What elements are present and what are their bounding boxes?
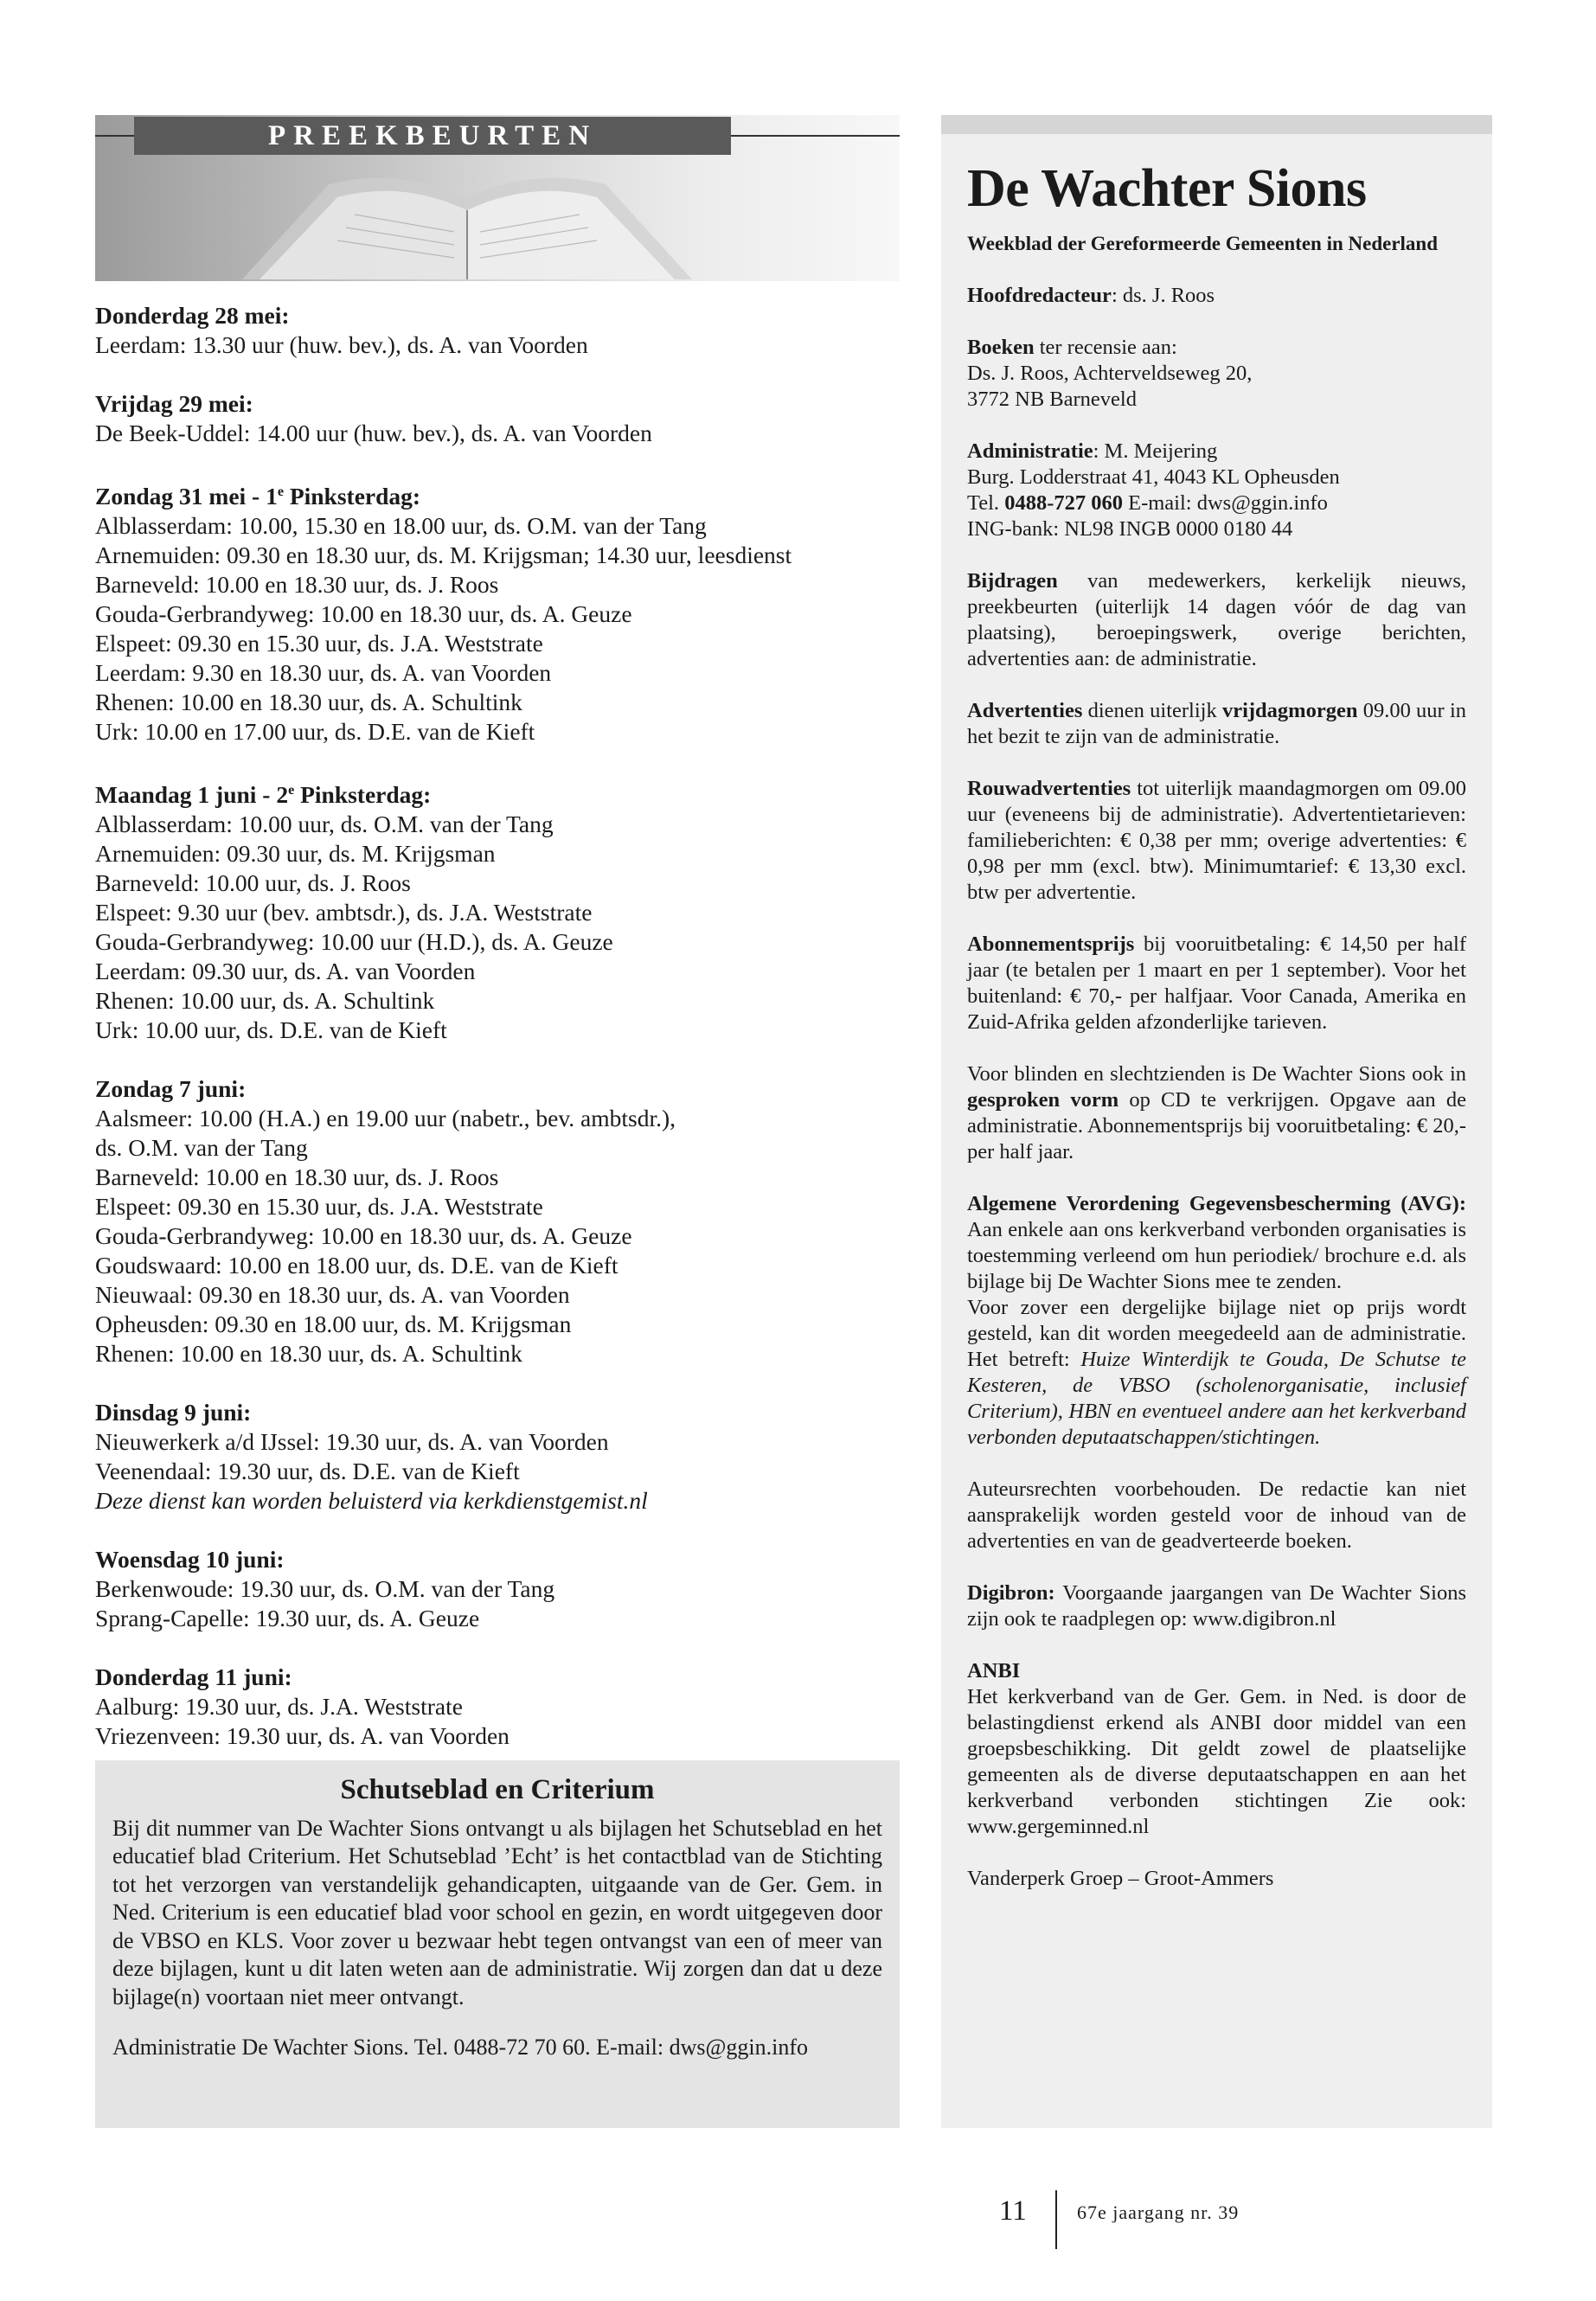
section-title: PREEKBEURTEN [134,117,731,155]
service-line: Goudswaard: 10.00 en 18.00 uur, ds. D.E. van de Kieft [95,1252,619,1279]
service-line: Nieuwerkerk a/d IJssel: 19.30 uur, ds. A. van Voorden [95,1428,609,1456]
day-heading: Zondag 31 mei - 1e Pinksterdag: [95,483,421,510]
service-line: Urk: 10.00 uur, ds. D.E. van de Kieft [95,1016,447,1044]
service-line: Alblasserdam: 10.00, 15.30 en 18.00 uur, ds. O.M. van der Tang [95,512,707,540]
day-block [95,776,900,1045]
colofon-anbi: ANBI Het kerkverband van de Ger. Gem. in Ned. is door de belastingdienst erkend als ANBI door middel van een groepsbeschikking. Dit geldt zowel de plaatselijke gemeenten als de diverse deputaatschappen en aan het kerkverband verbonden stichtingen Zie ook: www.gergeminned.nl [967,1659,1466,1838]
day-block [95,478,900,747]
notice-title: Schutseblad en Criterium [340,1774,655,1805]
colofon-avg: Algemene Verordening Gegevensbescherming (AVG): Aan enkele aan ons kerkverband verbonden organisaties is toestemming verleend om hun periodiek/ brochure e.d. als bijlage bij De Wachter Sions mee te zenden. [967,1192,1466,1293]
footer-divider [1055,2190,1057,2249]
day-block [95,1545,900,1633]
service-line: Urk: 10.00 en 17.00 uur, ds. D.E. van de Kieft [95,718,535,746]
service-line: Rhenen: 10.00 uur, ds. A. Schultink [95,987,435,1015]
schutseblad-notice [95,1760,900,2128]
service-line: Aalburg: 19.30 uur, ds. J.A. Weststrate [95,1693,463,1721]
service-line: Sprang-Capelle: 19.30 uur, ds. A. Geuze [95,1605,480,1632]
day-block [95,301,900,360]
colofon-editor: Hoofdredacteur: ds. J. Roos [967,284,1215,307]
service-line: Elspeet: 09.30 en 15.30 uur, ds. J.A. Weststrate [95,1193,543,1221]
day-heading: Donderdag 11 juni: [95,1663,292,1691]
broadcast-note: Deze dienst kan worden beluisterd via kerkdienstgemist.nl [95,1487,648,1515]
service-line: Elspeet: 09.30 en 15.30 uur, ds. J.A. Weststrate [95,630,543,657]
colofon-subscription: Abonnementsprijs bij vooruitbetaling: € 14,50 per half jaar (te betalen per 1 maart en per 1 september). Voor het buitenland: € 70,- per halfjaar. Voor Canada, Amerika en Zuid-Afrika gelden afzonderlijke tarieven. [967,933,1466,1034]
service-line: Barneveld: 10.00 en 18.30 uur, ds. J. Roos [95,1163,499,1191]
service-line: Rhenen: 10.00 en 18.30 uur, ds. A. Schultink [95,1340,522,1368]
colofon-top-bar [941,115,1492,134]
day-block [95,1074,900,1368]
service-line: Rhenen: 10.00 en 18.30 uur, ds. A. Schultink [95,689,522,716]
service-line: Leerdam: 13.30 uur (huw. bev.), ds. A. van Voorden [95,331,588,358]
service-line: Veenendaal: 19.30 uur, ds. D.E. van de Kieft [95,1458,520,1485]
issue-info: 67e jaargang nr. 39 [1077,2202,1240,2223]
service-line: Barneveld: 10.00 uur, ds. J. Roos [95,869,411,897]
day-heading: Woensdag 10 juni: [95,1546,285,1574]
notice-body: Bij dit nummer van De Wachter Sions ontvangt u als bijlagen het Schutseblad en het educatief blad Criterium. Het Schutseblad ’Echt’ is het contactblad van de Stichting tot het verzorgen van verstandelijk gehandicapten, uitgaande van de Ger. Gem. in Ned. Criterium is een educatief blad voor school en gezin, en wordt uitgegeven door de VBSO en KLS. Voor zover u bezwaar hebt tegen ontvangst van een of meer van deze bijlagen, kunt u dit laten weten aan de administratie. Wij zorgen dan dat u deze bijlage(n) voortaan niet meer ontvangt. [112,1815,882,2009]
masthead-title: De Wachter Sions [967,159,1367,218]
service-line: Leerdam: 09.30 uur, ds. A. van Voorden [95,958,476,985]
service-line: ds. O.M. van der Tang [95,1134,308,1162]
colofon-audio-edition: Voor blinden en slechtzienden is De Wachter Sions ook in gesproken vorm op CD te verkrijgen. Opgave aan de administratie. Abonnementsprijs bij vooruitbetaling: € 20,- per half jaar. [967,1062,1467,1163]
service-line: Gouda-Gerbrandyweg: 10.00 en 18.30 uur, ds. A. Geuze [95,1222,632,1250]
service-line: Leerdam: 9.30 en 18.30 uur, ds. A. van Voorden [95,659,552,687]
day-heading: Maandag 1 juni - 2e Pinksterdag: [95,781,432,809]
day-block [95,1398,900,1516]
service-line: Berkenwoude: 19.30 uur, ds. O.M. van der Tang [95,1575,555,1603]
preekbeurten-banner [95,115,900,281]
day-heading: Dinsdag 9 juni: [95,1399,252,1426]
service-line: Aalsmeer: 10.00 (H.A.) en 19.00 uur (nabetr., bev. ambtsdr.), [95,1105,676,1132]
colofon-contributions: Bijdragen van medewerkers, kerkelijk nieuws, preekbeurten (uiterlijk 14 dagen vóór de dag van plaatsing), beroepingswerk, overige berichten, advertenties aan: de administratie. [967,569,1466,670]
service-line: Alblasserdam: 10.00 uur, ds. O.M. van der Tang [95,811,554,838]
colofon-advertisements: Advertenties dienen uiterlijk vrijdagmorgen 09.00 uur in het bezit te zijn van de administratie. [967,699,1467,748]
colofon-books: Boeken ter recensie aan: Ds. J. Roos, Achterveldseweg 20, 3772 NB Barneveld [967,336,1253,411]
colofon-obituaries: Rouwadvertenties tot uiterlijk maandagmorgen om 09.00 uur (eveneens bij de administratie). Advertentietarieven: familieberichten: € 0,38 per mm; overige advertenties: € 0,98 per mm (excl. btw). Minimumtarief: € 13,30 excl. btw per advertentie. [967,777,1466,904]
service-line: De Beek-Uddel: 14.00 uur (huw. bev.), ds. A. van Voorden [95,420,652,446]
notice-contact: Administratie De Wachter Sions. Tel. 0488-72 70 60. E-mail: dws@ggin.info [112,2035,809,2060]
masthead-subtitle: Weekblad der Gereformeerde Gemeenten in Nederland [967,233,1439,254]
day-block [95,389,900,448]
service-line: Barneveld: 10.00 en 18.30 uur, ds. J. Roos [95,571,499,599]
service-line: Gouda-Gerbrandyweg: 10.00 en 18.30 uur, ds. A. Geuze [95,600,632,628]
page-number: 11 [999,2195,1027,2227]
service-line: Gouda-Gerbrandyweg: 10.00 uur (H.D.), ds. A. Geuze [95,928,613,956]
preekbeurten-list [95,301,900,1780]
colofon-printer: Vanderperk Groep – Groot-Ammers [967,1867,1274,1890]
day-heading: Zondag 7 juni: [95,1075,247,1103]
service-line: Arnemuiden: 09.30 en 18.30 uur, ds. M. Krijgsman; 14.30 uur, leesdienst [95,542,792,569]
day-heading: Donderdag 28 mei: [95,302,290,329]
open-bible-icon [225,150,709,281]
service-line: Vriezenveen: 19.30 uur, ds. A. van Voorden [95,1722,510,1750]
colofon-administration: Administratie: M. Meijering Burg. Lodderstraat 41, 4043 KL Opheusden Tel. 0488-727 060 E-mail: dws@ggin.info ING-bank: NL98 INGB 0000 0180 44 [967,439,1340,541]
service-line: Nieuwaal: 09.30 en 18.30 uur, ds. A. van Voorden [95,1281,570,1309]
day-block [95,1663,900,1751]
service-line: Opheusden: 09.30 en 18.00 uur, ds. M. Krijgsman [95,1311,572,1338]
service-line: Arnemuiden: 09.30 uur, ds. M. Krijgsman [95,840,496,868]
day-heading: Vrijdag 29 mei: [95,390,253,417]
colofon [941,115,1492,2128]
colofon-digibron: Digibron: Voorgaande jaargangen van De Wachter Sions zijn ook te raadplegen op: www.digibron.nl [967,1581,1466,1631]
colofon-avg-details: Voor zover een dergelijke bijlage niet op prijs wordt gesteld, kan dit worden meegedeeld aan de administratie. Het betreft: Huize Winterdijk te Gouda, De Schutse te Kesteren, de VBSO (scholenorganisatie, inclusief Criterium), HBN en eventueel andere aan het kerkverband verbonden deputaatschappen/stichtingen. [967,1296,1466,1449]
service-line: Elspeet: 9.30 uur (bev. ambtsdr.), ds. J.A. Weststrate [95,899,593,926]
colofon-copyright: Auteursrechten voorbehouden. De redactie kan niet aansprakelijk worden gesteld voor de inhoud van de advertenties en van de geadverteerde boeken. [967,1477,1466,1553]
